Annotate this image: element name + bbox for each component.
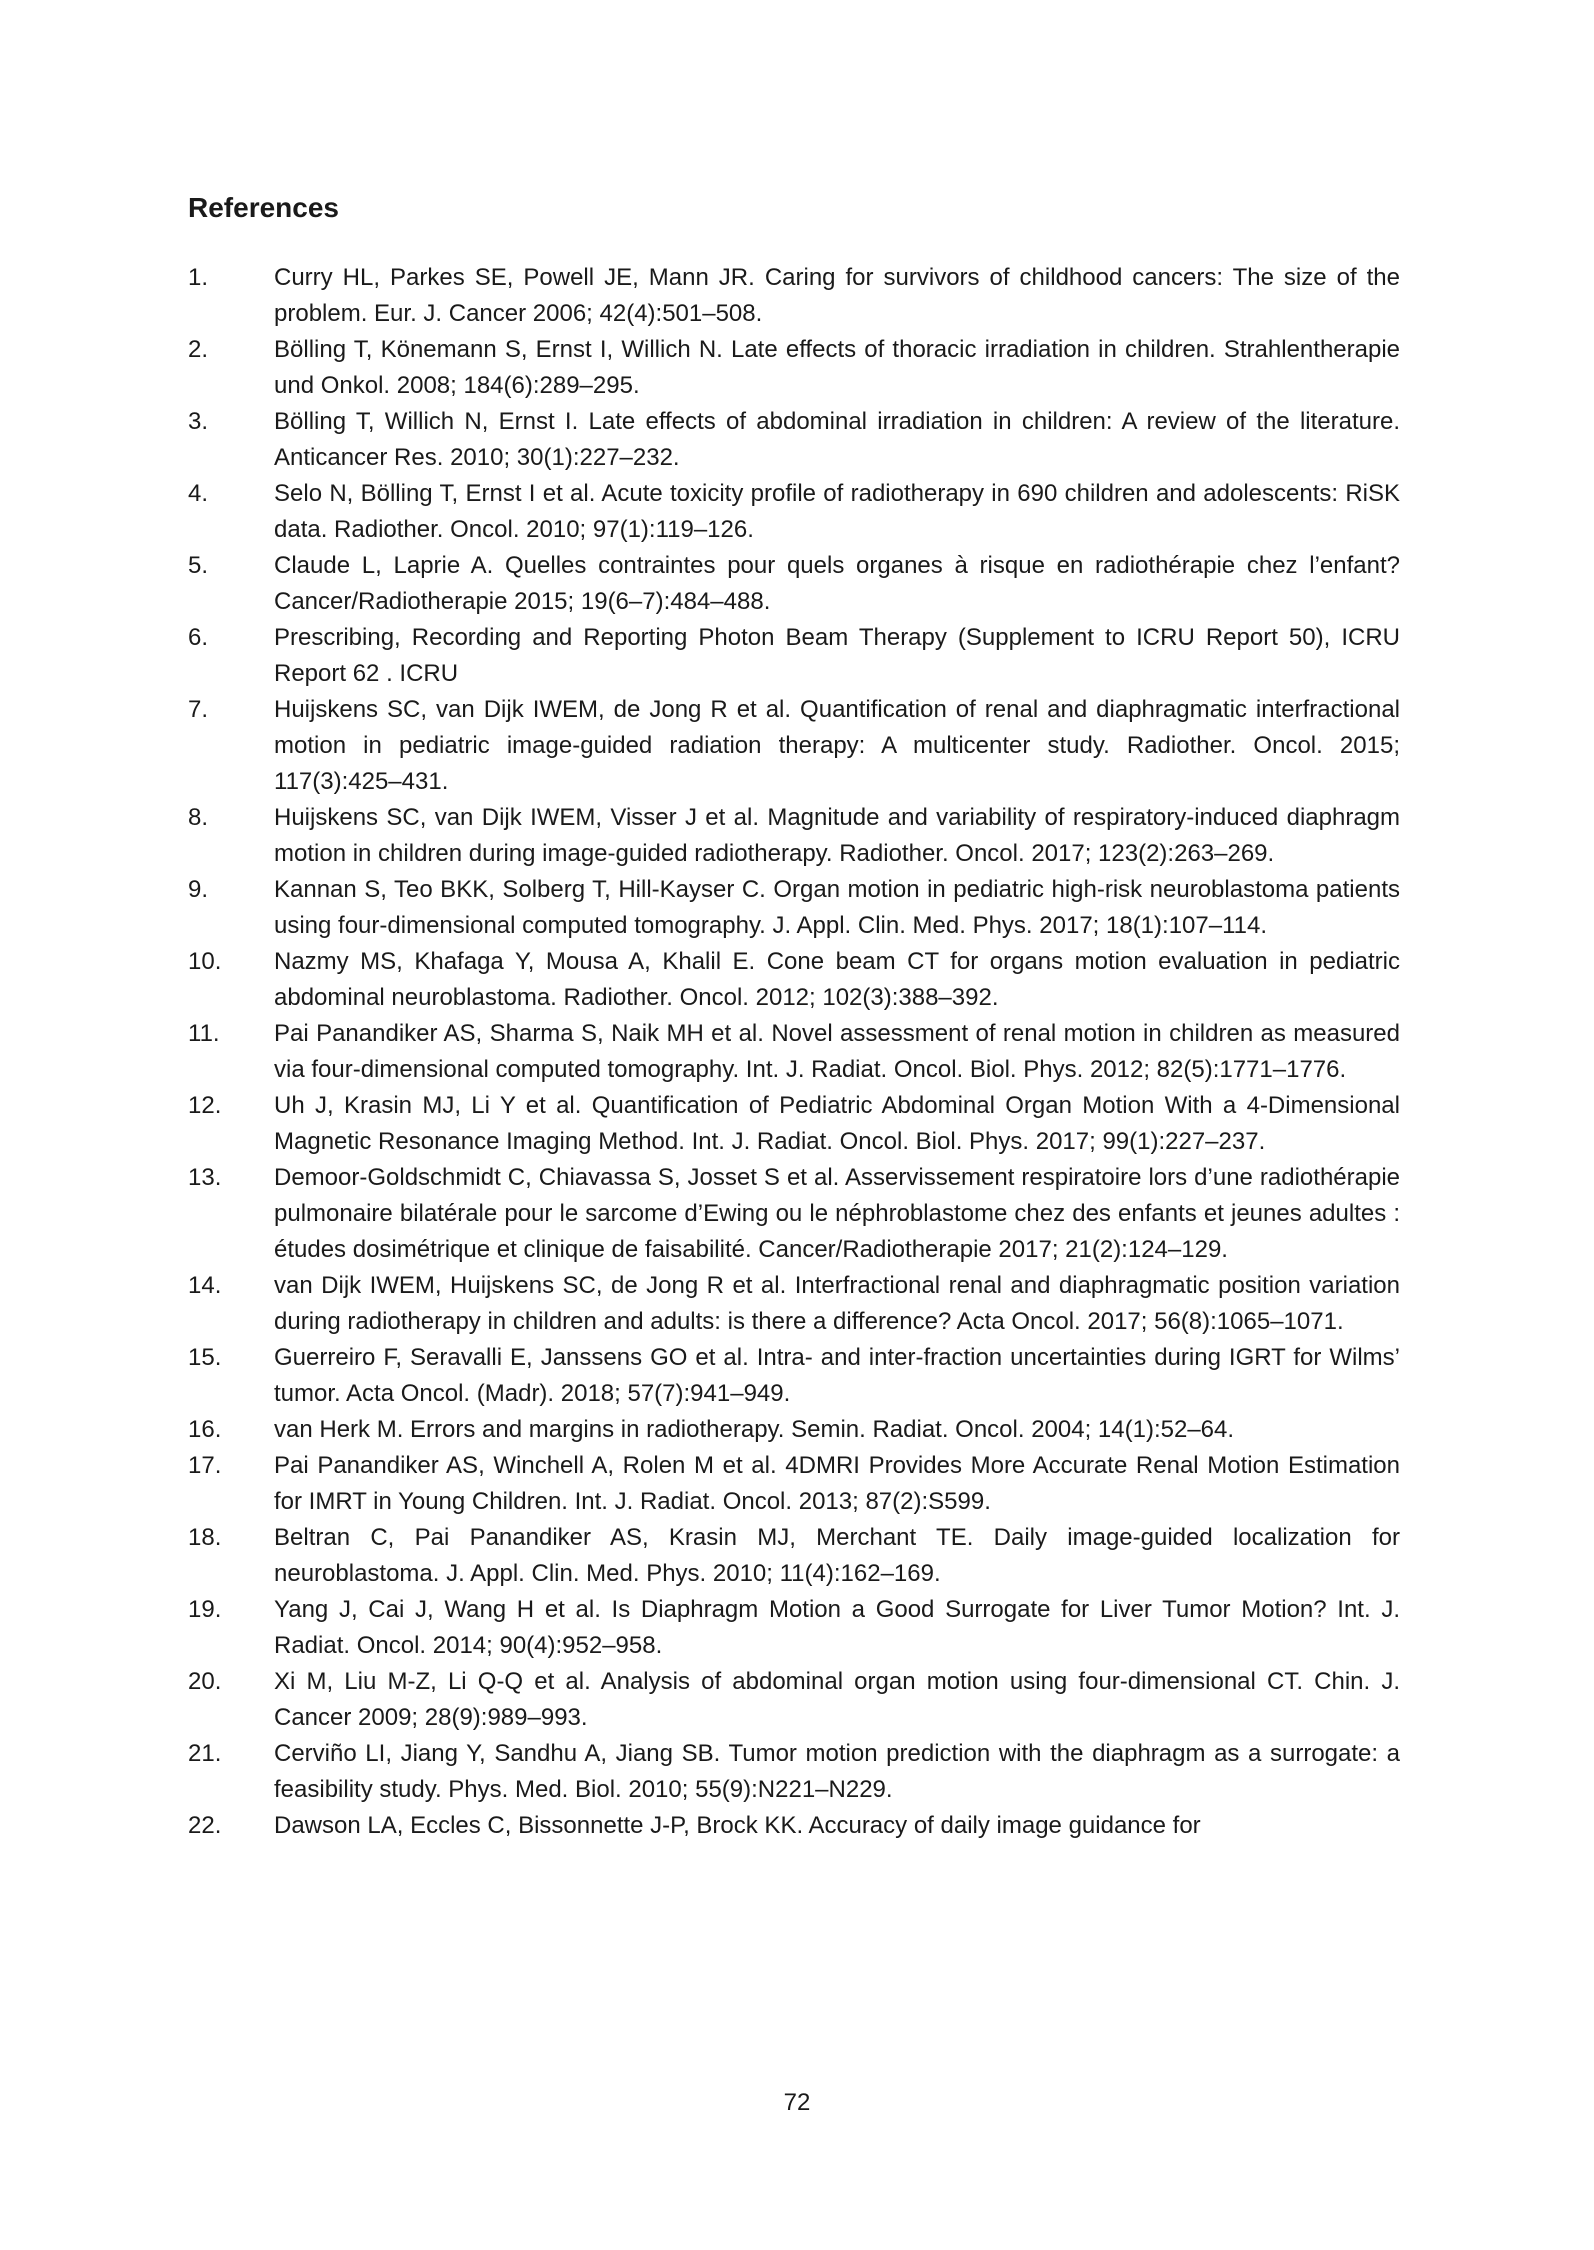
- reference-number: 18.: [188, 1524, 222, 1551]
- reference-number: 21.: [188, 1740, 222, 1767]
- reference-number: 11.: [188, 1020, 220, 1047]
- reference-item: [188, 332, 1400, 404]
- reference-item: [188, 1520, 1400, 1592]
- reference-list: [188, 260, 1400, 1844]
- page-number: 72: [783, 2089, 811, 2116]
- reference-number: 7.: [188, 696, 209, 723]
- reference-item: [188, 1160, 1400, 1268]
- reference-item: [188, 260, 1400, 332]
- reference-text: van Dijk IWEM, Huijskens SC, de Jong R et al. Interfractional renal and diaphragmatic position variation during radiotherapy in children and adults: is there a difference? Acta Oncol. 2017; 56(8):1065–1071.: [274, 1272, 1400, 1335]
- reference-text: Kannan S, Teo BKK, Solberg T, Hill-Kayser C. Organ motion in pediatric high-risk neuroblastoma patients using four-dimensional computed tomography. J. Appl. Clin. Med. Phys. 2017; 18(1):107–114.: [274, 876, 1400, 939]
- reference-number: 22.: [188, 1812, 222, 1839]
- reference-text: Cerviño LI, Jiang Y, Sandhu A, Jiang SB. Tumor motion prediction with the diaphragm as a surrogate: a feasibility study. Phys. Med. Biol. 2010; 55(9):N221–N229.: [274, 1740, 1400, 1803]
- reference-number: 17.: [188, 1452, 222, 1479]
- reference-text: Claude L, Laprie A. Quelles contraintes pour quels organes à risque en radiothérapie chez l’enfant? Cancer/Radiotherapie 2015; 19(6–7):484–488.: [274, 552, 1400, 615]
- reference-item: [188, 1736, 1400, 1808]
- reference-number: 6.: [188, 624, 209, 651]
- reference-number: 15.: [188, 1344, 222, 1371]
- reference-text: Uh J, Krasin MJ, Li Y et al. Quantification of Pediatric Abdominal Organ Motion With a 4-Dimensional Magnetic Resonance Imaging Method. Int. J. Radiat. Oncol. Biol. Phys. 2017; 99(1):227–237.: [274, 1092, 1400, 1155]
- reference-text: Bölling T, Könemann S, Ernst I, Willich N. Late effects of thoracic irradiation in children. Strahlentherapie und Onkol. 2008; 184(6):289–295.: [274, 336, 1400, 399]
- reference-text: Selo N, Bölling T, Ernst I et al. Acute toxicity profile of radiotherapy in 690 children and adolescents: RiSK data. Radiother. Oncol. 2010; 97(1):119–126.: [274, 480, 1400, 543]
- reference-number: 5.: [188, 552, 209, 579]
- reference-item: [188, 404, 1400, 476]
- reference-number: 3.: [188, 408, 209, 435]
- reference-number: 12.: [188, 1092, 222, 1119]
- reference-number: 1.: [188, 264, 209, 291]
- reference-text: Yang J, Cai J, Wang H et al. Is Diaphragm Motion a Good Surrogate for Liver Tumor Motion? Int. J. Radiat. Oncol. 2014; 90(4):952–958.: [274, 1596, 1400, 1659]
- reference-text: Nazmy MS, Khafaga Y, Mousa A, Khalil E. Cone beam CT for organs motion evaluation in pediatric abdominal neuroblastoma. Radiother. Oncol. 2012; 102(3):388–392.: [274, 948, 1400, 1011]
- reference-text: van Herk M. Errors and margins in radiotherapy. Semin. Radiat. Oncol. 2004; 14(1):52–64.: [274, 1416, 1235, 1443]
- reference-item: [188, 1448, 1400, 1520]
- reference-item: [188, 1340, 1400, 1412]
- reference-number: 13.: [188, 1164, 222, 1191]
- reference-text: Curry HL, Parkes SE, Powell JE, Mann JR. Caring for survivors of childhood cancers: The size of the problem. Eur. J. Cancer 2006; 42(4):501–508.: [274, 264, 1400, 327]
- reference-number: 8.: [188, 804, 209, 831]
- reference-text: Demoor-Goldschmidt C, Chiavassa S, Josset S et al. Asservissement respiratoire lors d’une radiothérapie pulmonaire bilatérale pour le sarcome d’Ewing ou le néphroblastome chez des enfants et jeunes adultes : études dosimétrique et clinique de faisabilité. Cancer/Radiotherapie 2017; 21(2):124–129.: [274, 1164, 1400, 1263]
- reference-item: [188, 1412, 1400, 1448]
- reference-number: 4.: [188, 480, 209, 507]
- reference-item: [188, 944, 1400, 1016]
- reference-number: 19.: [188, 1596, 222, 1623]
- reference-text: Prescribing, Recording and Reporting Photon Beam Therapy (Supplement to ICRU Report 50), ICRU Report 62 . ICRU: [274, 624, 1400, 687]
- reference-text: Xi M, Liu M-Z, Li Q-Q et al. Analysis of abdominal organ motion using four-dimensional CT. Chin. J. Cancer 2009; 28(9):989–993.: [274, 1668, 1400, 1731]
- reference-text: Huijskens SC, van Dijk IWEM, de Jong R et al. Quantification of renal and diaphragmatic interfractional motion in pediatric image-guided radiation therapy: A multicenter study. Radiother. Oncol. 2015; 117(3):425–431.: [274, 696, 1400, 795]
- reference-item: [188, 1592, 1400, 1664]
- reference-item: [188, 872, 1400, 944]
- reference-item: [188, 1664, 1400, 1736]
- reference-item: [188, 1268, 1400, 1340]
- reference-item: [188, 1016, 1400, 1088]
- reference-item: [188, 476, 1400, 548]
- reference-item: [188, 548, 1400, 620]
- reference-text: Huijskens SC, van Dijk IWEM, Visser J et al. Magnitude and variability of respiratory-induced diaphragm motion in children during image-guided radiotherapy. Radiother. Oncol. 2017; 123(2):263–269.: [274, 804, 1400, 867]
- reference-text: Guerreiro F, Seravalli E, Janssens GO et al. Intra- and inter-fraction uncertainties during IGRT for Wilms’ tumor. Acta Oncol. (Madr). 2018; 57(7):941–949.: [274, 1344, 1400, 1407]
- reference-number: 14.: [188, 1272, 222, 1299]
- reference-number: 2.: [188, 336, 209, 363]
- reference-text: Beltran C, Pai Panandiker AS, Krasin MJ, Merchant TE. Daily image-guided localization for neuroblastoma. J. Appl. Clin. Med. Phys. 2010; 11(4):162–169.: [274, 1524, 1400, 1587]
- reference-item: [188, 800, 1400, 872]
- reference-item: [188, 1808, 1400, 1844]
- references-heading: References: [188, 192, 339, 223]
- reference-number: 16.: [188, 1416, 222, 1443]
- reference-item: [188, 692, 1400, 800]
- reference-text: Pai Panandiker AS, Winchell A, Rolen M et al. 4DMRI Provides More Accurate Renal Motion Estimation for IMRT in Young Children. Int. J. Radiat. Oncol. 2013; 87(2):S599.: [274, 1452, 1400, 1515]
- reference-number: 9.: [188, 876, 209, 903]
- reference-text: Dawson LA, Eccles C, Bissonnette J-P, Brock KK. Accuracy of daily image guidance for: [274, 1812, 1201, 1839]
- reference-item: [188, 620, 1400, 692]
- reference-number: 10.: [188, 948, 222, 975]
- reference-number: 20.: [188, 1668, 222, 1695]
- reference-text: Pai Panandiker AS, Sharma S, Naik MH et al. Novel assessment of renal motion in children as measured via four-dimensional computed tomography. Int. J. Radiat. Oncol. Biol. Phys. 2012; 82(5):1771–1776.: [274, 1020, 1400, 1083]
- reference-item: [188, 1088, 1400, 1160]
- reference-text: Bölling T, Willich N, Ernst I. Late effects of abdominal irradiation in children: A review of the literature. Anticancer Res. 2010; 30(1):227–232.: [274, 408, 1400, 471]
